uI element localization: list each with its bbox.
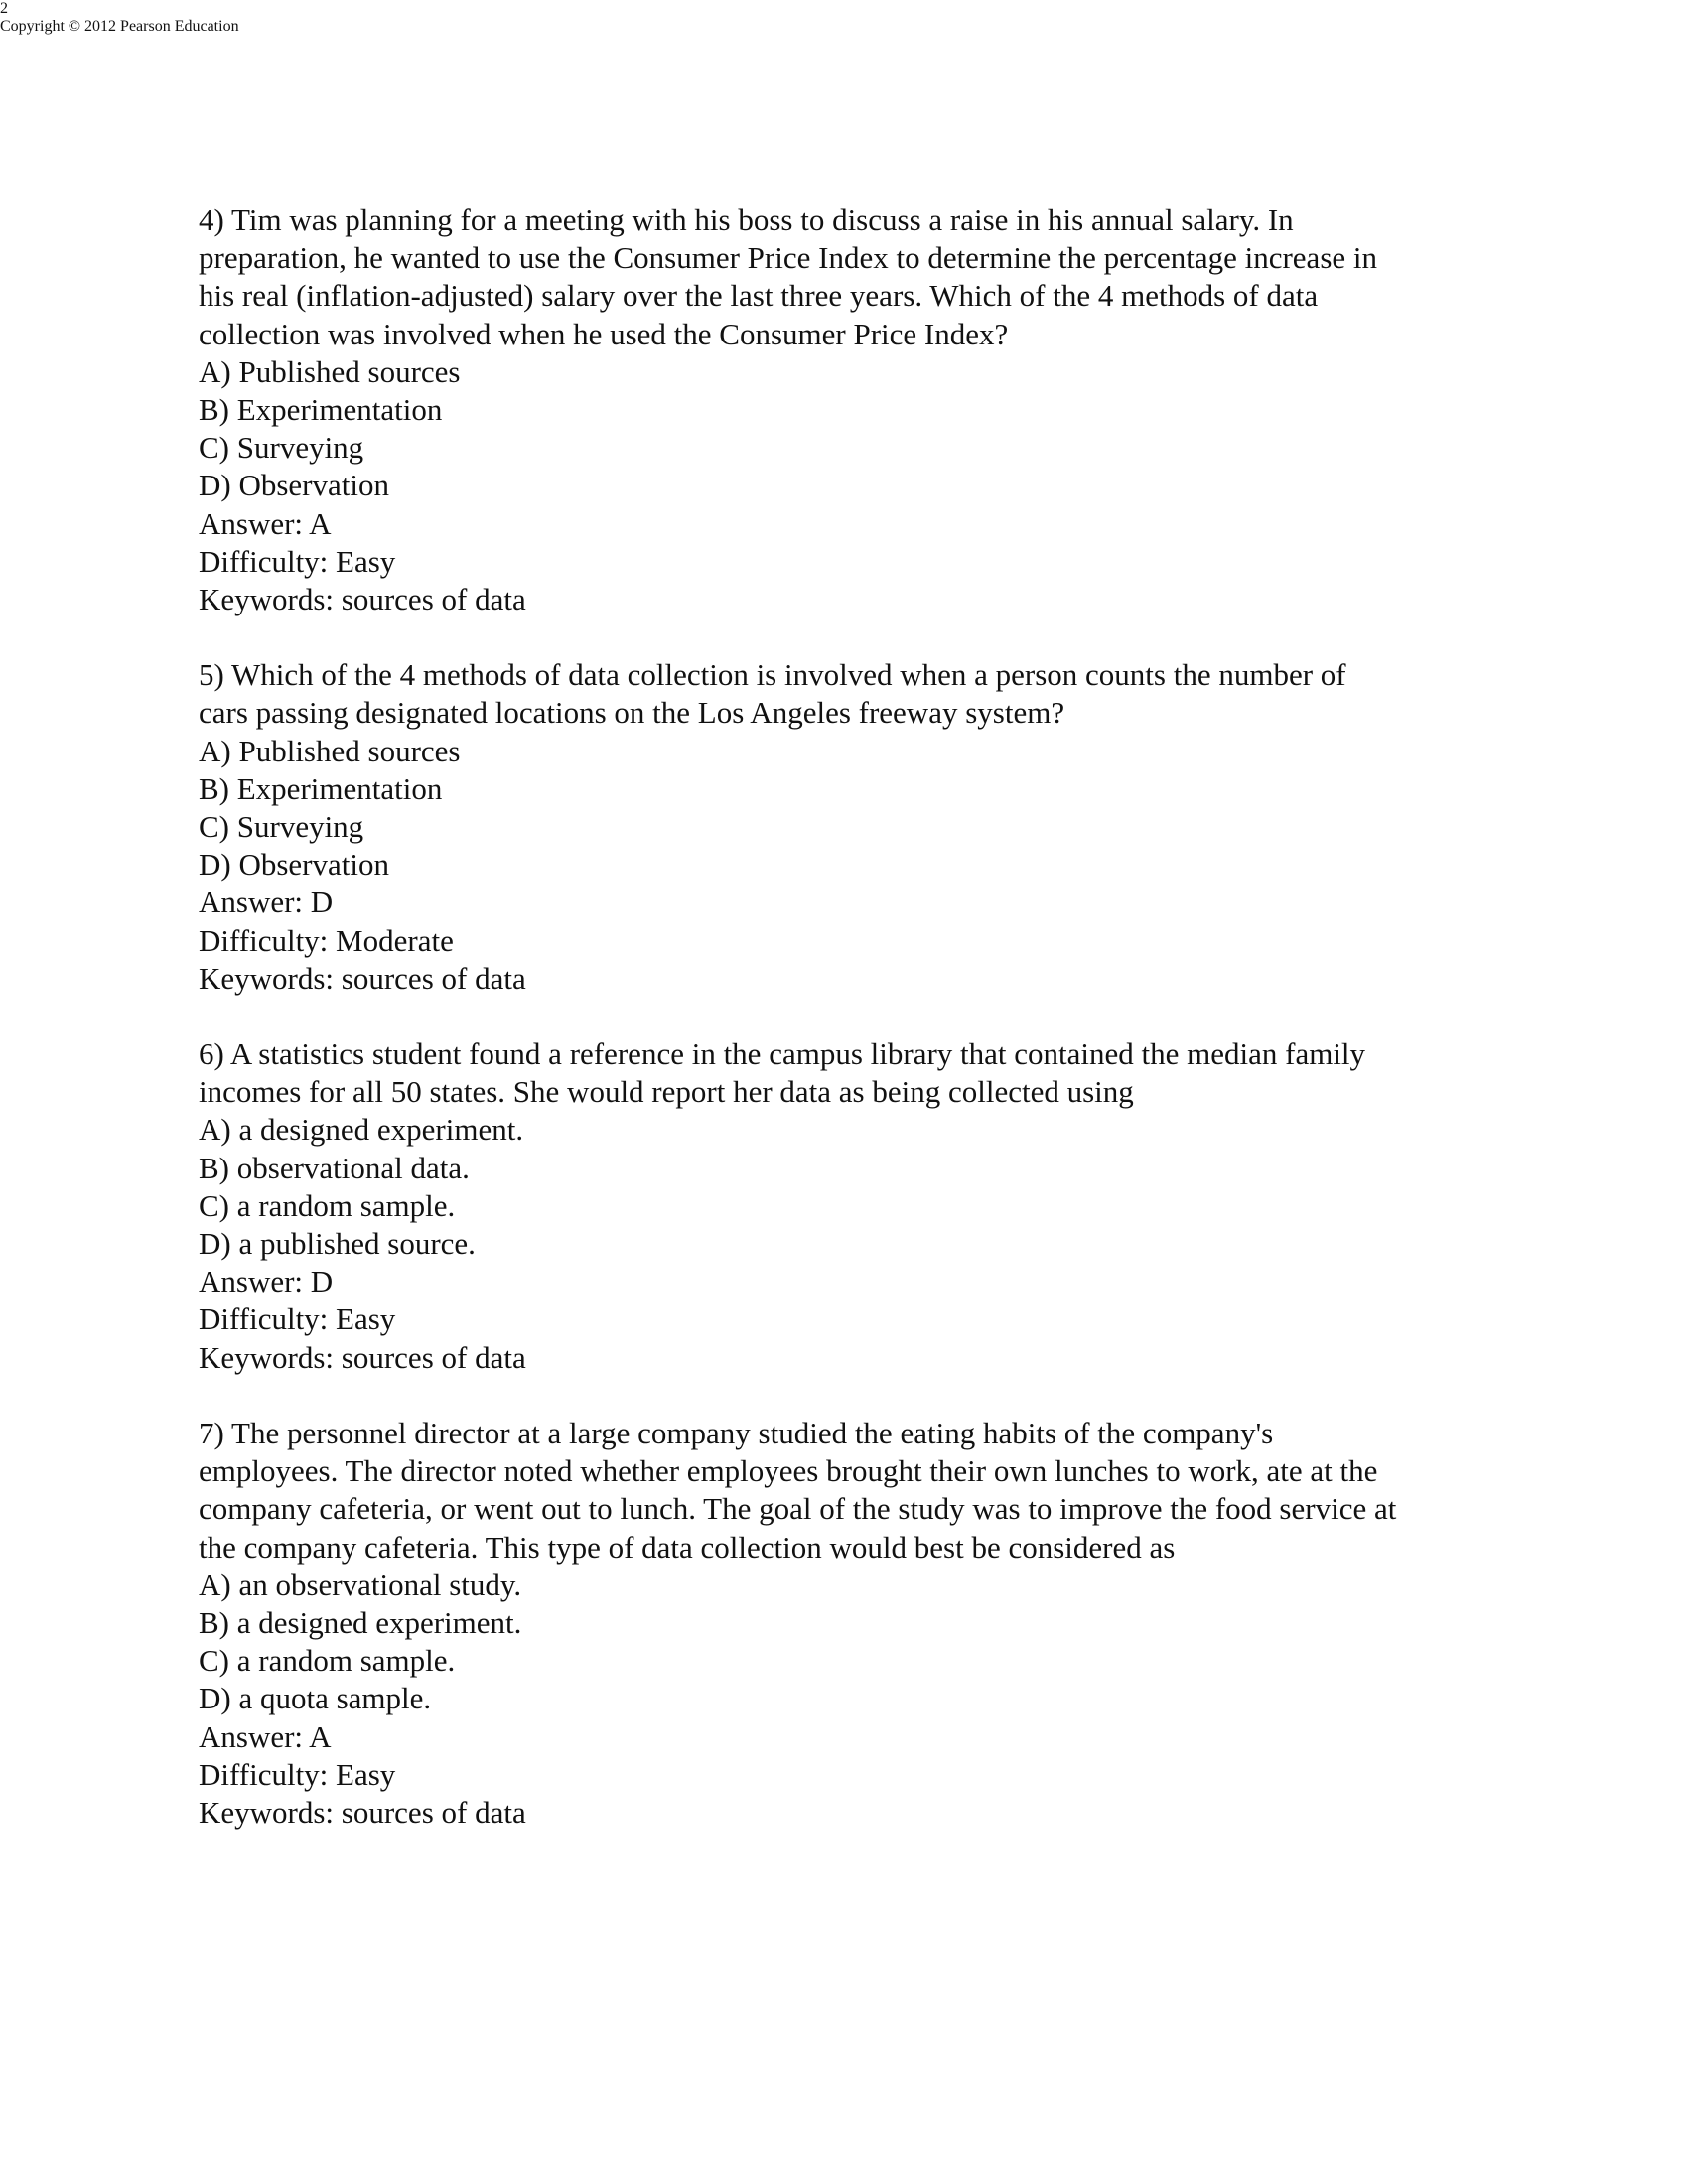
answer-option: B) Experimentation [199,770,443,806]
question-stem-line: company cafeteria, or went out to lunch. The goal of the study was to improve the food service at [199,1491,1397,1527]
answer-option: D) Observation [199,468,389,503]
answer-option: C) a random sample. [199,1187,456,1223]
answer-line: Answer: D [199,1264,334,1299]
answer-line: Answer: A [199,1718,332,1754]
answer-line: Answer: D [199,885,334,920]
difficulty-line: Difficulty: Easy [199,543,396,579]
question-stem-line: cars passing designated locations on the Los Angeles freeway system? [199,695,1065,731]
difficulty-line: Difficulty: Easy [199,1756,396,1792]
question-block [199,656,1509,998]
question-stem-line: 5) Which of the 4 methods of data collection is involved when a person counts the number of [199,657,1346,693]
answer-option: A) Published sources [199,353,461,389]
question-stem-line: collection was involved when he used the Consumer Price Index? [199,316,1009,351]
keywords-line: Keywords: sources of data [199,1794,526,1830]
difficulty-line: Difficulty: Easy [199,1301,396,1337]
keywords-line: Keywords: sources of data [199,1339,526,1375]
question-stem-line: 4) Tim was planning for a meeting with his boss to discuss a raise in his annual salary. In [199,203,1294,237]
answer-option: B) a designed experiment. [199,1604,522,1640]
answer-option: C) a random sample. [199,1643,456,1679]
answer-option: D) Observation [199,847,389,883]
keywords-line: Keywords: sources of data [199,960,526,996]
question-list [199,202,1509,1869]
answer-option: D) a published source. [199,1226,476,1262]
question-stem-line: the company cafeteria. This type of data collection would best be considered as [199,1529,1176,1565]
question-stem-line: 6) A statistics student found a reference in the campus library that contained the median family [199,1036,1366,1072]
answer-line: Answer: A [199,505,332,541]
question-block [199,202,1509,618]
question-block [199,1035,1509,1377]
answer-option: D) a quota sample. [199,1681,432,1716]
difficulty-line: Difficulty: Moderate [199,922,454,958]
question-block [199,1415,1509,1832]
answer-option: C) Surveying [199,430,364,466]
answer-option: A) an observational study. [199,1567,522,1602]
answer-option: A) a designed experiment. [199,1112,524,1148]
answer-option: B) Experimentation [199,392,443,428]
question-stem-line: preparation, he wanted to use the Consumer Price Index to determine the percentage increase in [199,240,1378,276]
page-number: 2 [0,0,8,17]
question-stem-line: his real (inflation-adjusted) salary over the last three years. Which of the 4 methods of data [199,278,1319,314]
question-stem-line: incomes for all 50 states. She would report her data as being collected using [199,1074,1134,1110]
question-stem-line: employees. The director noted whether employees brought their own lunches to work, ate at the [199,1453,1378,1489]
answer-option: B) observational data. [199,1150,470,1185]
question-stem-line: 7) The personnel director at a large company studied the eating habits of the company's [199,1415,1274,1450]
copyright-notice: Copyright © 2012 Pearson Education [0,18,239,35]
answer-option: C) Surveying [199,809,364,845]
answer-option: A) Published sources [199,733,461,768]
keywords-line: Keywords: sources of data [199,582,526,617]
